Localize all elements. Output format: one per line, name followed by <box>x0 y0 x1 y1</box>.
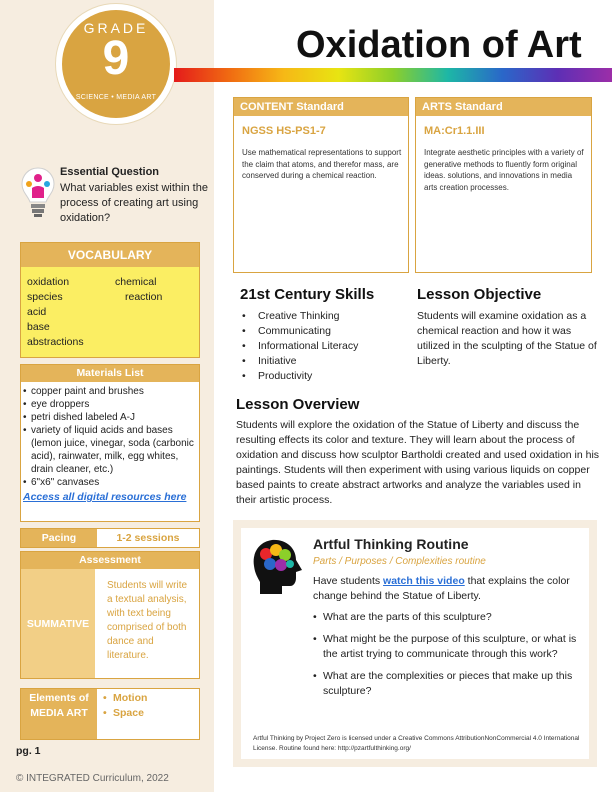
list-item: • Communicating <box>240 324 358 339</box>
skills-title: 21st Century Skills <box>240 286 375 303</box>
rainbow-bar <box>174 68 612 82</box>
arts-standard-text: Integrate aesthetic principles with a variety of generative methods to fluently form original ideas. solutions, and innovations in media arts creation processes. <box>424 148 584 192</box>
pacing-value: 1-2 sessions <box>116 532 180 544</box>
assessment-box <box>20 551 200 679</box>
digital-resources-link[interactable]: Access all digital resources here <box>23 491 187 503</box>
artful-thinking-intro <box>313 574 583 604</box>
assessment-type: SUMMATIVE <box>21 569 95 678</box>
vocabulary-header: VOCABULARY <box>21 243 199 267</box>
objective-text: Students will examine oxidation as a chemical reaction and how it was utilized in the sculpting of the Statue of Liberty. <box>417 310 597 367</box>
badge-subject: SCIENCE • MEDIA ART <box>75 94 157 101</box>
vocabulary-box <box>20 242 200 358</box>
list-item: • eye droppers <box>23 398 195 411</box>
elements-list <box>97 689 199 739</box>
intro-text-after: that explains the color change behind the Statue of Liberty. <box>313 575 570 602</box>
list-item: • variety of liquid acids and bases (lemon juice, vinegar, soda (carbonic acid), rainwater, milk, egg whites, drain cleaner, etc.) <box>23 424 195 476</box>
content-standard-text: Use mathematical representations to support the claim that atoms, and therefor mass, are conserved during a chemical reaction. <box>242 148 402 180</box>
list-item: • What are the complexities or pieces that make up this sculpture? <box>313 669 583 699</box>
pacing-label: Pacing <box>21 529 97 547</box>
license-note: Artful Thinking by Project Zero is licensed under a Creative Commons AttributionNonCommercial 4.0 International License. Routine found here: http://pzartfulthinking.org/ <box>253 735 580 752</box>
vocab-term: species <box>27 291 63 303</box>
vocab-term: chemical <box>115 276 157 288</box>
list-item: • What might be the purpose of this sculpture, or what is the artist trying to communicate through this work? <box>313 632 583 662</box>
list-item: • Creative Thinking <box>240 309 358 324</box>
list-item: • Productivity <box>240 369 358 384</box>
list-item: • What are the parts of this sculpture? <box>313 610 583 625</box>
content-standard-box <box>233 97 409 273</box>
page-title: Oxidation of Art <box>296 24 582 66</box>
materials-box <box>20 364 200 522</box>
artful-thinking-subtitle: Parts / Purposes / Complexities routine <box>313 556 486 567</box>
vocab-term: oxidation <box>27 276 70 288</box>
grade-number: 9 <box>102 32 130 85</box>
copyright: © INTEGRATED Curriculum, 2022 <box>16 773 169 784</box>
list-item: • Motion <box>103 691 199 706</box>
artful-thinking-title: Artful Thinking Routine <box>313 536 469 552</box>
list-item: • petri dished labeled A-J <box>23 411 195 424</box>
brain-head-icon <box>252 538 306 596</box>
assessment-text: Students will write a textual analysis, with text being comprised of both dance and literature. <box>107 580 188 661</box>
list-item: • 6"x6" canvases <box>23 476 195 489</box>
overview-text: Students will explore the oxidation of the Statue of Liberty and discuss the resulting effects its color and texture. They will learn about the process of oxidation and discuss how sculptor Bartholdi created and used oxidation in his paintings. Students will then experiment with using various liquids on copper based paints to create abstract artworks and analyze the variables used in their artistic process. <box>236 419 600 506</box>
elements-box <box>20 688 200 740</box>
content-standard-code: NGSS HS-PS1-7 <box>242 125 326 137</box>
intro-text-before: Have students <box>313 575 384 587</box>
assessment-header: Assessment <box>21 552 199 569</box>
artful-thinking-panel <box>233 520 597 767</box>
elements-label: Elements of MEDIA ART <box>21 689 97 739</box>
vocab-term: acid <box>27 306 47 318</box>
vocab-term: base <box>27 321 50 333</box>
content-standard-header: CONTENT Standard <box>234 98 408 116</box>
page-number: pg. 1 <box>16 745 41 757</box>
artful-questions <box>313 610 583 706</box>
arts-standard-header: ARTS Standard <box>416 98 591 116</box>
essential-question-text: What variables exist within the process of creating art using oxidation? <box>60 182 208 224</box>
vocab-term: reaction <box>125 291 163 303</box>
watch-video-link[interactable]: watch this video <box>383 575 465 587</box>
vocabulary-col-1 <box>27 275 84 350</box>
skills-list <box>240 309 358 384</box>
arts-standard-code: MA:Cr1.1.III <box>424 125 485 137</box>
arts-standard-box <box>415 97 592 273</box>
essential-question-title: Essential Question <box>60 166 160 178</box>
grade-badge <box>62 10 170 118</box>
overview-title: Lesson Overview <box>236 396 360 413</box>
list-item: • copper paint and brushes <box>23 385 195 398</box>
pacing-box <box>20 528 200 548</box>
grade-label: GRADE <box>83 20 149 36</box>
materials-header: Materials List <box>21 365 199 382</box>
vocab-term: abstractions <box>27 336 84 348</box>
vocabulary-col-2 <box>115 275 199 305</box>
objective-title: Lesson Objective <box>417 286 542 303</box>
list-item: • Initiative <box>240 354 358 369</box>
artful-thinking-card <box>241 528 589 759</box>
materials-list <box>21 382 199 489</box>
list-item: • Informational Literacy <box>240 339 358 354</box>
list-item: • Space <box>103 706 199 721</box>
lightbulb-people-icon <box>20 164 56 220</box>
